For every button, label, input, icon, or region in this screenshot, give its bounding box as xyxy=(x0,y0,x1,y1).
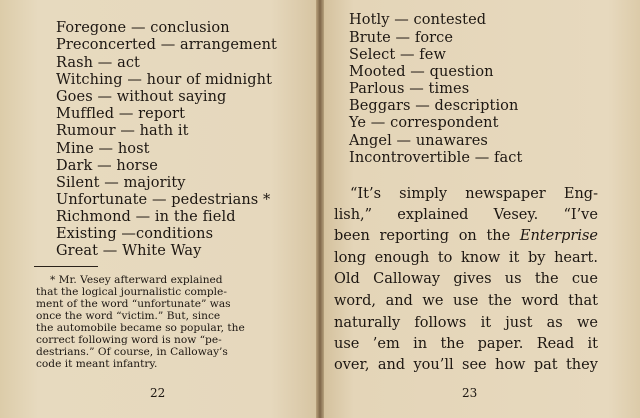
footnote-line: * Mr. Vesey afterward explained xyxy=(50,274,223,286)
footnote-line: code it meant infantry. xyxy=(36,358,158,370)
phrase-line: Rumour — hath it xyxy=(56,123,189,139)
phrase-line: Rash — act xyxy=(56,55,140,71)
page-number-left: 22 xyxy=(150,386,166,400)
phrase-line: Select — few xyxy=(349,47,446,63)
phrase-line: Muffled — report xyxy=(56,106,186,122)
phrase-line: Hotly — contested xyxy=(349,12,487,28)
paragraph-line: naturally follows it just as we xyxy=(334,315,598,331)
paragraph-line: lish,” explained Vesey. “I’ve xyxy=(334,207,598,223)
page-number-right: 23 xyxy=(462,386,478,400)
paragraph-line: long enough to know it by heart. xyxy=(334,250,598,266)
phrase-line: Preconcerted — arrangement xyxy=(56,37,277,53)
footnote-line: the automobile became so popular, the xyxy=(36,322,245,334)
phrase-line: Dark — horse xyxy=(56,158,158,174)
phrase-line: Incontrovertible — fact xyxy=(349,150,523,166)
phrase-line: Silent — majority xyxy=(56,175,186,191)
footnote-line: ment of the word “unfortunate” was xyxy=(36,298,231,310)
phrase-line: Existing —conditions xyxy=(56,226,214,242)
phrase-line: Mooted — question xyxy=(349,64,494,80)
phrase-line: Mine — host xyxy=(56,141,150,157)
footnote-line: once the word “victim.” But, since xyxy=(36,310,221,322)
paragraph-line: use ’em in the paper. Read it xyxy=(334,336,598,352)
footnote-line: that the logical journalistic comple- xyxy=(36,286,227,298)
paragraph-line: “It’s simply newspaper Eng- xyxy=(350,186,598,202)
paragraph-line: over, and you’ll see how pat they xyxy=(334,357,598,373)
phrase-line: Foregone — conclusion xyxy=(56,20,230,36)
footnote-divider xyxy=(34,266,98,267)
footnote-line: correct following word is now “pe- xyxy=(36,334,222,346)
phrase-line: Goes — without saying xyxy=(56,89,227,105)
phrase-line: Great — White Way xyxy=(56,243,202,259)
book-gutter xyxy=(316,0,324,418)
phrase-line: Angel — unawares xyxy=(349,133,488,149)
phrase-line: Ye — correspondent xyxy=(349,115,499,131)
paragraph-line: Old Calloway gives us the cue xyxy=(334,271,598,287)
phrase-line: Witching — hour of midnight xyxy=(56,72,272,88)
phrase-line: Unfortunate — pedestrians * xyxy=(56,192,271,208)
phrase-line: Richmond — in the field xyxy=(56,209,236,225)
footnote-line: destrians.” Of course, in Calloway’s xyxy=(36,346,228,358)
phrase-line: Parlous — times xyxy=(349,81,470,97)
phrase-line: Beggars — description xyxy=(349,98,519,114)
phrase-line: Brute — force xyxy=(349,30,454,46)
paragraph-line: word, and we use the word that xyxy=(334,293,598,309)
paragraph-line: been reporting on the Enterprise xyxy=(334,228,598,244)
